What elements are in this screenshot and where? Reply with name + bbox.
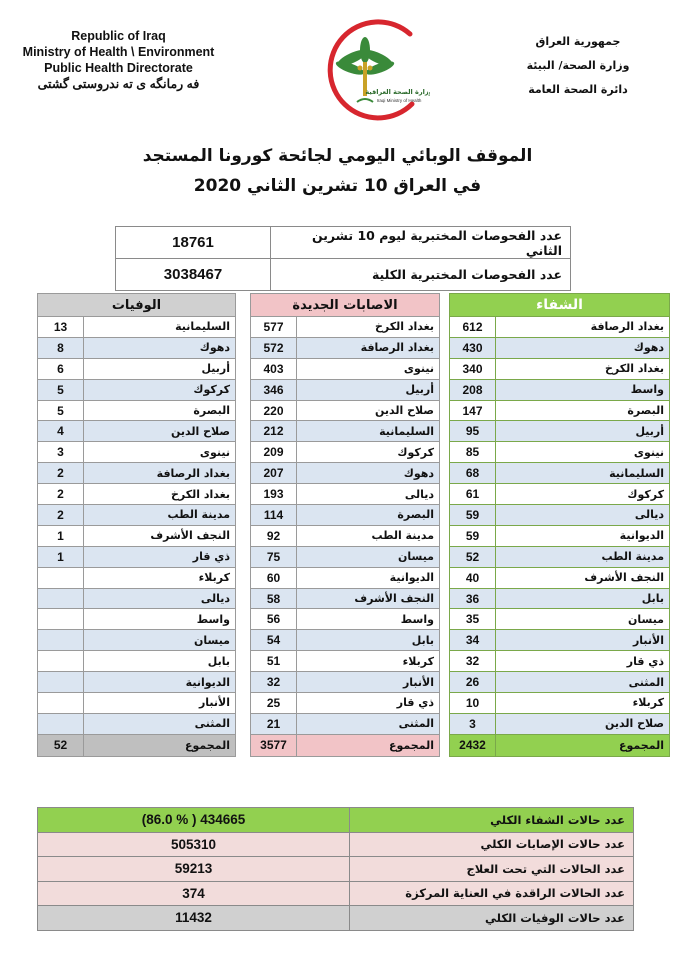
deaths-row bbox=[38, 693, 236, 714]
new-cases-row bbox=[251, 463, 440, 484]
new-cases-row bbox=[251, 567, 440, 588]
recovery-row bbox=[450, 379, 670, 400]
header-left-line: Public Health Directorate bbox=[44, 61, 193, 75]
new-cases-row bbox=[251, 672, 440, 693]
deaths-count: 13 bbox=[38, 317, 84, 338]
recovery-count: 68 bbox=[450, 463, 496, 484]
new-cases-governorate: مدينة الطب bbox=[297, 525, 440, 546]
new-cases-count: 220 bbox=[251, 400, 297, 421]
new-cases-header-row bbox=[251, 294, 440, 317]
recovery-row bbox=[450, 525, 670, 546]
deaths-governorate: الأنبار bbox=[84, 693, 236, 714]
ministry-logo bbox=[300, 12, 430, 122]
new-cases-table bbox=[250, 293, 440, 757]
recovery-row bbox=[450, 693, 670, 714]
deaths-total-label: المجموع bbox=[84, 734, 236, 756]
new-cases-count: 51 bbox=[251, 651, 297, 672]
new-cases-governorate: أربيل bbox=[297, 379, 440, 400]
summary-label: عدد الحالات التي تحت العلاج bbox=[350, 857, 634, 882]
header-left-block bbox=[6, 28, 231, 92]
recovery-governorate: صلاح الدين bbox=[496, 713, 670, 734]
logo-subtext: Iraqi Ministry of Health bbox=[376, 98, 422, 103]
summary-table bbox=[37, 807, 634, 931]
tests-label: عدد الفحوصات المختبرية الكلية bbox=[271, 259, 571, 291]
deaths-row bbox=[38, 421, 236, 442]
summary-value: 11432 bbox=[38, 906, 350, 931]
new-cases-row bbox=[251, 484, 440, 505]
recovery-count: 612 bbox=[450, 317, 496, 338]
deaths-governorate: ديالى bbox=[84, 588, 236, 609]
tests-value: 18761 bbox=[116, 227, 271, 259]
new-cases-row bbox=[251, 546, 440, 567]
deaths-count: 3 bbox=[38, 442, 84, 463]
recovery-governorate: بغداد الرصافة bbox=[496, 317, 670, 338]
recovery-row bbox=[450, 484, 670, 505]
deaths-governorate: بغداد الكرخ bbox=[84, 484, 236, 505]
recovery-row bbox=[450, 546, 670, 567]
recovery-governorate: ميسان bbox=[496, 609, 670, 630]
recovery-governorate: مدينة الطب bbox=[496, 546, 670, 567]
deaths-row bbox=[38, 630, 236, 651]
new-cases-count: 193 bbox=[251, 484, 297, 505]
recovery-count: 35 bbox=[450, 609, 496, 630]
recovery-governorate: دهوك bbox=[496, 337, 670, 358]
deaths-row bbox=[38, 588, 236, 609]
header-right-line: دائرة الصحة العامة bbox=[528, 83, 628, 96]
logo-text: وزارة الصحة العراقية bbox=[365, 88, 430, 96]
deaths-count bbox=[38, 588, 84, 609]
recovery-table bbox=[449, 293, 670, 757]
deaths-row bbox=[38, 609, 236, 630]
summary-label: عدد حالات الإصابات الكلي bbox=[350, 832, 634, 857]
summary-label: عدد الحالات الراقدة في العناية المركزة bbox=[350, 881, 634, 906]
header-right-line: وزارة الصحة/ البيئة bbox=[526, 59, 630, 72]
new-cases-governorate: كربلاء bbox=[297, 651, 440, 672]
recovery-governorate: البصرة bbox=[496, 400, 670, 421]
new-cases-count: 58 bbox=[251, 588, 297, 609]
header-left-line: فه رمانگه ى ته ندروستى گشتى bbox=[37, 77, 200, 91]
header-left-line: Ministry of Health \ Environment bbox=[22, 45, 215, 59]
new-cases-governorate: النجف الأشرف bbox=[297, 588, 440, 609]
new-cases-count: 114 bbox=[251, 505, 297, 526]
new-cases-governorate: السليمانية bbox=[297, 421, 440, 442]
deaths-count: 1 bbox=[38, 525, 84, 546]
deaths-governorate: المثنى bbox=[84, 713, 236, 734]
recovery-governorate: ذي قار bbox=[496, 651, 670, 672]
new-cases-governorate: صلاح الدين bbox=[297, 400, 440, 421]
recovery-row bbox=[450, 630, 670, 651]
recovery-row bbox=[450, 567, 670, 588]
new-cases-row bbox=[251, 421, 440, 442]
new-cases-count: 207 bbox=[251, 463, 297, 484]
deaths-row bbox=[38, 358, 236, 379]
new-cases-governorate: بابل bbox=[297, 630, 440, 651]
new-cases-count: 572 bbox=[251, 337, 297, 358]
summary-row bbox=[38, 857, 634, 882]
tests-value: 3038467 bbox=[116, 259, 271, 291]
deaths-row bbox=[38, 546, 236, 567]
summary-value: 374 bbox=[38, 881, 350, 906]
recovery-title: الشفاء bbox=[450, 294, 670, 317]
deaths-count bbox=[38, 651, 84, 672]
deaths-count: 1 bbox=[38, 546, 84, 567]
summary-row bbox=[38, 906, 634, 931]
recovery-governorate: أربيل bbox=[496, 421, 670, 442]
header-right-line: جمهورية العراق bbox=[535, 35, 621, 48]
new-cases-count: 92 bbox=[251, 525, 297, 546]
deaths-count: 4 bbox=[38, 421, 84, 442]
recovery-governorate: كركوك bbox=[496, 484, 670, 505]
page-title: الموقف الوبائي اليومي لجائحة كورونا المستجد bbox=[142, 146, 533, 166]
recovery-row bbox=[450, 672, 670, 693]
new-cases-row bbox=[251, 379, 440, 400]
deaths-header-row bbox=[38, 294, 236, 317]
deaths-count: 8 bbox=[38, 337, 84, 358]
recovery-count: 95 bbox=[450, 421, 496, 442]
deaths-row bbox=[38, 484, 236, 505]
deaths-count: 5 bbox=[38, 379, 84, 400]
recovery-count: 147 bbox=[450, 400, 496, 421]
deaths-governorate: البصرة bbox=[84, 400, 236, 421]
deaths-row bbox=[38, 672, 236, 693]
new-cases-governorate: بغداد الكرخ bbox=[297, 317, 440, 338]
recovery-governorate: بغداد الكرخ bbox=[496, 358, 670, 379]
new-cases-row bbox=[251, 651, 440, 672]
deaths-governorate: السليمانية bbox=[84, 317, 236, 338]
deaths-count: 2 bbox=[38, 484, 84, 505]
deaths-governorate: بغداد الرصافة bbox=[84, 463, 236, 484]
recovery-total-label: المجموع bbox=[496, 734, 670, 756]
new-cases-row bbox=[251, 630, 440, 651]
new-cases-governorate: الديوانية bbox=[297, 567, 440, 588]
recovery-header-row bbox=[450, 294, 670, 317]
recovery-governorate: النجف الأشرف bbox=[496, 567, 670, 588]
deaths-row bbox=[38, 651, 236, 672]
new-cases-governorate: الأنبار bbox=[297, 672, 440, 693]
summary-row bbox=[38, 808, 634, 833]
header-left-line: Republic of Iraq bbox=[71, 29, 166, 43]
new-cases-governorate: ميسان bbox=[297, 546, 440, 567]
recovery-row bbox=[450, 400, 670, 421]
recovery-governorate: المثنى bbox=[496, 672, 670, 693]
recovery-count: 32 bbox=[450, 651, 496, 672]
deaths-governorate: بابل bbox=[84, 651, 236, 672]
deaths-governorate: الديوانية bbox=[84, 672, 236, 693]
new-cases-governorate: المثنى bbox=[297, 713, 440, 734]
deaths-row bbox=[38, 525, 236, 546]
new-cases-row bbox=[251, 693, 440, 714]
new-cases-count: 60 bbox=[251, 567, 297, 588]
deaths-count bbox=[38, 672, 84, 693]
recovery-row bbox=[450, 713, 670, 734]
deaths-governorate: النجف الأشرف bbox=[84, 525, 236, 546]
new-cases-row bbox=[251, 609, 440, 630]
deaths-row bbox=[38, 442, 236, 463]
new-cases-row bbox=[251, 588, 440, 609]
recovery-row bbox=[450, 317, 670, 338]
tests-table bbox=[115, 226, 571, 291]
new-cases-count: 56 bbox=[251, 609, 297, 630]
deaths-count: 2 bbox=[38, 463, 84, 484]
new-cases-count: 209 bbox=[251, 442, 297, 463]
new-cases-count: 577 bbox=[251, 317, 297, 338]
summary-row bbox=[38, 881, 634, 906]
new-cases-count: 25 bbox=[251, 693, 297, 714]
recovery-governorate: السليمانية bbox=[496, 463, 670, 484]
deaths-row bbox=[38, 567, 236, 588]
recovery-governorate: واسط bbox=[496, 379, 670, 400]
recovery-row bbox=[450, 463, 670, 484]
recovery-governorate: نينوى bbox=[496, 442, 670, 463]
deaths-row bbox=[38, 400, 236, 421]
new-cases-count: 75 bbox=[251, 546, 297, 567]
deaths-count bbox=[38, 693, 84, 714]
deaths-count bbox=[38, 609, 84, 630]
deaths-row bbox=[38, 505, 236, 526]
deaths-count bbox=[38, 713, 84, 734]
deaths-count bbox=[38, 630, 84, 651]
recovery-governorate: الديوانية bbox=[496, 525, 670, 546]
summary-value: 434665 ( % 86.0) bbox=[38, 808, 350, 833]
new-cases-governorate: نينوى bbox=[297, 358, 440, 379]
recovery-row bbox=[450, 609, 670, 630]
deaths-count: 5 bbox=[38, 400, 84, 421]
recovery-count: 52 bbox=[450, 546, 496, 567]
summary-value: 505310 bbox=[38, 832, 350, 857]
deaths-governorate: أربيل bbox=[84, 358, 236, 379]
header-right-block bbox=[503, 30, 653, 102]
recovery-count: 340 bbox=[450, 358, 496, 379]
recovery-count: 59 bbox=[450, 525, 496, 546]
deaths-governorate: واسط bbox=[84, 609, 236, 630]
recovery-count: 36 bbox=[450, 588, 496, 609]
recovery-governorate: الأنبار bbox=[496, 630, 670, 651]
summary-row bbox=[38, 832, 634, 857]
recovery-row bbox=[450, 337, 670, 358]
deaths-count bbox=[38, 567, 84, 588]
recovery-count: 85 bbox=[450, 442, 496, 463]
recovery-row bbox=[450, 651, 670, 672]
page-subtitle: في العراق 10 تشرين الثاني 2020 bbox=[193, 176, 482, 196]
new-cases-governorate: دهوك bbox=[297, 463, 440, 484]
deaths-table bbox=[37, 293, 236, 757]
recovery-count: 40 bbox=[450, 567, 496, 588]
deaths-row bbox=[38, 337, 236, 358]
deaths-row bbox=[38, 317, 236, 338]
new-cases-row bbox=[251, 442, 440, 463]
summary-label: عدد حالات الوفيات الكلي bbox=[350, 906, 634, 931]
new-cases-row bbox=[251, 505, 440, 526]
recovery-count: 430 bbox=[450, 337, 496, 358]
new-cases-count: 346 bbox=[251, 379, 297, 400]
recovery-count: 3 bbox=[450, 713, 496, 734]
deaths-row bbox=[38, 713, 236, 734]
new-cases-count: 32 bbox=[251, 672, 297, 693]
new-cases-total-label: المجموع bbox=[297, 734, 440, 756]
new-cases-title: الاصابات الجديدة bbox=[251, 294, 440, 317]
recovery-governorate: كربلاء bbox=[496, 693, 670, 714]
new-cases-governorate: كركوك bbox=[297, 442, 440, 463]
recovery-count: 61 bbox=[450, 484, 496, 505]
recovery-row bbox=[450, 505, 670, 526]
deaths-title: الوفيات bbox=[38, 294, 236, 317]
recovery-count: 208 bbox=[450, 379, 496, 400]
recovery-total-value: 2432 bbox=[450, 734, 496, 756]
recovery-count: 59 bbox=[450, 505, 496, 526]
tests-label: عدد الفحوصات المختبرية ليوم 10 تشرين الثاني bbox=[271, 227, 571, 259]
deaths-governorate: كركوك bbox=[84, 379, 236, 400]
deaths-total-row bbox=[38, 734, 236, 756]
palm-tree-logo-icon bbox=[300, 12, 430, 122]
deaths-governorate: نينوى bbox=[84, 442, 236, 463]
deaths-row bbox=[38, 379, 236, 400]
new-cases-count: 21 bbox=[251, 713, 297, 734]
new-cases-total-row bbox=[251, 734, 440, 756]
recovery-row bbox=[450, 442, 670, 463]
recovery-count: 10 bbox=[450, 693, 496, 714]
new-cases-count: 212 bbox=[251, 421, 297, 442]
new-cases-row bbox=[251, 337, 440, 358]
new-cases-governorate: ديالى bbox=[297, 484, 440, 505]
deaths-total-value: 52 bbox=[38, 734, 84, 756]
new-cases-row bbox=[251, 358, 440, 379]
deaths-row bbox=[38, 463, 236, 484]
deaths-governorate: مدينة الطب bbox=[84, 505, 236, 526]
new-cases-row bbox=[251, 525, 440, 546]
recovery-total-row bbox=[450, 734, 670, 756]
new-cases-count: 403 bbox=[251, 358, 297, 379]
recovery-row bbox=[450, 421, 670, 442]
deaths-governorate: صلاح الدين bbox=[84, 421, 236, 442]
new-cases-governorate: واسط bbox=[297, 609, 440, 630]
tests-row bbox=[116, 227, 571, 259]
recovery-count: 34 bbox=[450, 630, 496, 651]
deaths-governorate: ذي قار bbox=[84, 546, 236, 567]
new-cases-row bbox=[251, 400, 440, 421]
new-cases-governorate: البصرة bbox=[297, 505, 440, 526]
summary-value: 59213 bbox=[38, 857, 350, 882]
recovery-count: 26 bbox=[450, 672, 496, 693]
new-cases-count: 54 bbox=[251, 630, 297, 651]
deaths-governorate: دهوك bbox=[84, 337, 236, 358]
new-cases-row bbox=[251, 713, 440, 734]
deaths-count: 6 bbox=[38, 358, 84, 379]
deaths-governorate: كربلاء bbox=[84, 567, 236, 588]
recovery-governorate: بابل bbox=[496, 588, 670, 609]
deaths-count: 2 bbox=[38, 505, 84, 526]
recovery-row bbox=[450, 358, 670, 379]
new-cases-governorate: ذي قار bbox=[297, 693, 440, 714]
recovery-row bbox=[450, 588, 670, 609]
new-cases-row bbox=[251, 317, 440, 338]
recovery-governorate: ديالى bbox=[496, 505, 670, 526]
deaths-governorate: ميسان bbox=[84, 630, 236, 651]
tests-row bbox=[116, 259, 571, 291]
new-cases-governorate: بغداد الرصافة bbox=[297, 337, 440, 358]
new-cases-total-value: 3577 bbox=[251, 734, 297, 756]
summary-label: عدد حالات الشفاء الكلي bbox=[350, 808, 634, 833]
